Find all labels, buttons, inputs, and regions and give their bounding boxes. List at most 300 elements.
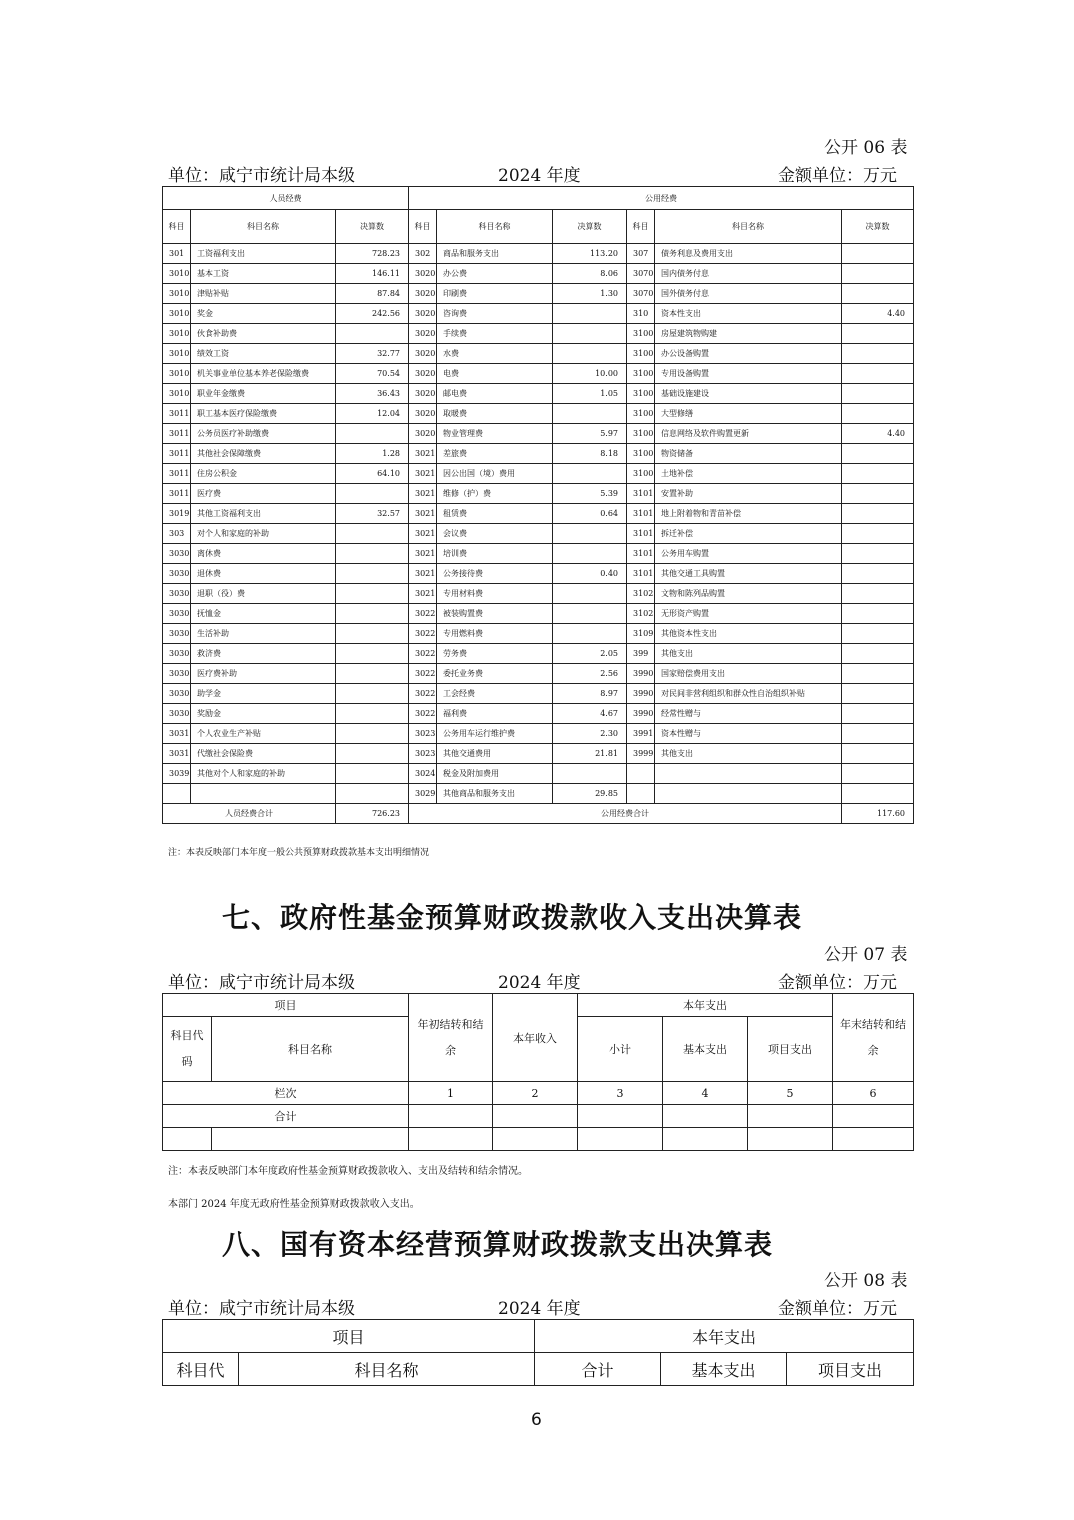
cell-name: 劳务费 bbox=[437, 644, 553, 664]
cell-name: 物资储备 bbox=[655, 444, 842, 464]
table-row bbox=[163, 604, 914, 624]
cell-name: 代缴社会保险费 bbox=[191, 744, 336, 764]
table-row bbox=[163, 684, 914, 704]
cell-amount bbox=[336, 584, 409, 604]
table-07-note: 注：本表反映部门本年度政府性基金预算财政拨款收入、支出及结转和结余情况。 bbox=[168, 1166, 528, 1177]
empty-cell bbox=[578, 1128, 663, 1151]
cell-name: 税金及附加费用 bbox=[437, 764, 553, 784]
cell-name: 生活补助 bbox=[191, 624, 336, 644]
table-08-title: 八、国有资本经营预算财政拨款支出决算表 bbox=[222, 1228, 774, 1261]
cell-code: 3101 bbox=[627, 504, 655, 524]
cell-amount bbox=[842, 604, 914, 624]
cell-code: 3102 bbox=[627, 584, 655, 604]
table-06-unit: 单位：咸宁市统计局本级 bbox=[168, 166, 355, 186]
cell-amount bbox=[336, 724, 409, 744]
cell-amount: 32.57 bbox=[336, 504, 409, 524]
table-08-unit: 单位：咸宁市统计局本级 bbox=[168, 1299, 355, 1319]
cell-amount bbox=[842, 764, 914, 784]
cell-amount bbox=[842, 744, 914, 764]
cell-name: 安置补助 bbox=[655, 484, 842, 504]
cell-name: 被装购置费 bbox=[437, 604, 553, 624]
cell-code: 3030 bbox=[163, 664, 191, 684]
cell-name: 其他社会保障缴费 bbox=[191, 444, 336, 464]
empty-cell bbox=[663, 1128, 748, 1151]
cell-amount bbox=[553, 464, 627, 484]
cell-amount: 32.77 bbox=[336, 344, 409, 364]
table-07-number: 公开 07 表 bbox=[824, 945, 908, 965]
table-row bbox=[163, 704, 914, 724]
header-begin-balance-line1: 年初结转和结 bbox=[417, 1017, 484, 1031]
cell-name: 绩效工资 bbox=[191, 344, 336, 364]
col-header-code: 科目 bbox=[163, 210, 191, 244]
cell-amount bbox=[336, 544, 409, 564]
cell-code: 3029 bbox=[409, 784, 437, 804]
cell-name: 无形资产购置 bbox=[655, 604, 842, 624]
cell-amount: 8.97 bbox=[553, 684, 627, 704]
cell-amount bbox=[553, 324, 627, 344]
cell-amount bbox=[336, 704, 409, 724]
cell-name: 福利费 bbox=[437, 704, 553, 724]
cell-code: 3020 bbox=[409, 264, 437, 284]
cell-code: 3021 bbox=[409, 544, 437, 564]
cell-code: 307 bbox=[627, 244, 655, 264]
cell-code: 3030 bbox=[163, 564, 191, 584]
cell-name: 专用燃料费 bbox=[437, 624, 553, 644]
col-header-name: 科目名称 bbox=[191, 210, 336, 244]
cell-name: 水费 bbox=[437, 344, 553, 364]
cell-name: 公务用车购置 bbox=[655, 544, 842, 564]
cell-name: 差旅费 bbox=[437, 444, 553, 464]
cell-amount bbox=[842, 504, 914, 524]
total-cell bbox=[833, 1105, 914, 1128]
cell-code: 3022 bbox=[409, 624, 437, 644]
cell-code: 3021 bbox=[409, 444, 437, 464]
cell-amount bbox=[553, 304, 627, 324]
header-end-balance-line2: 余 bbox=[867, 1043, 879, 1057]
cell-amount bbox=[336, 604, 409, 624]
cell-name: 助学金 bbox=[191, 684, 336, 704]
cell-amount: 146.11 bbox=[336, 264, 409, 284]
cell-name: 基础设施建设 bbox=[655, 384, 842, 404]
cell-name: 大型修缮 bbox=[655, 404, 842, 424]
cell-amount bbox=[842, 564, 914, 584]
cell-code: 3020 bbox=[409, 404, 437, 424]
cell-code: 3030 bbox=[163, 544, 191, 564]
cell-amount bbox=[336, 684, 409, 704]
cell-name: 物业管理费 bbox=[437, 424, 553, 444]
cell-amount: 0.64 bbox=[553, 504, 627, 524]
cell-amount bbox=[336, 744, 409, 764]
personnel-total-label: 人员经费合计 bbox=[163, 804, 336, 824]
cell-code: 3101 bbox=[627, 524, 655, 544]
cell-amount bbox=[553, 624, 627, 644]
cell-amount bbox=[842, 624, 914, 644]
table-row bbox=[163, 544, 914, 564]
cell-code bbox=[627, 784, 655, 804]
cell-code: 3021 bbox=[409, 564, 437, 584]
header-item: 项目 bbox=[163, 994, 409, 1017]
cell-code: 3100 bbox=[627, 444, 655, 464]
cell-amount bbox=[553, 544, 627, 564]
cell-name: 基本工资 bbox=[191, 264, 336, 284]
header-name: 科目名称 bbox=[239, 1353, 535, 1386]
cell-code: 3990 bbox=[627, 704, 655, 724]
cell-code: 3102 bbox=[627, 604, 655, 624]
cell-amount bbox=[336, 564, 409, 584]
cell-code: 3020 bbox=[409, 384, 437, 404]
cell-name: 个人农业生产补贴 bbox=[191, 724, 336, 744]
table-row bbox=[163, 364, 914, 384]
cell-name: 经常性赠与 bbox=[655, 704, 842, 724]
table-08-number: 公开 08 表 bbox=[824, 1271, 908, 1291]
cell-code: 3100 bbox=[627, 464, 655, 484]
header-total: 合计 bbox=[535, 1353, 661, 1386]
cell-code: 3019 bbox=[163, 504, 191, 524]
cell-amount bbox=[842, 324, 914, 344]
cell-name: 会议费 bbox=[437, 524, 553, 544]
cell-amount bbox=[842, 444, 914, 464]
cell-name: 国内债务付息 bbox=[655, 264, 842, 284]
table-06-number: 公开 06 表 bbox=[824, 138, 908, 158]
cell-amount: 4.40 bbox=[842, 304, 914, 324]
col-index-4: 4 bbox=[663, 1082, 748, 1105]
cell-code: 3100 bbox=[627, 344, 655, 364]
cell-code: 3010 bbox=[163, 304, 191, 324]
cell-amount: 4.67 bbox=[553, 704, 627, 724]
cell-code: 3030 bbox=[163, 584, 191, 604]
group-header-personnel: 人员经费 bbox=[163, 187, 409, 210]
cell-name: 退职（役）费 bbox=[191, 584, 336, 604]
cell-amount: 1.28 bbox=[336, 444, 409, 464]
cell-name: 文物和陈列品购置 bbox=[655, 584, 842, 604]
cell-name: 公务员医疗补助缴费 bbox=[191, 424, 336, 444]
cell-name: 其他商品和服务支出 bbox=[437, 784, 553, 804]
row-total-label: 合计 bbox=[163, 1105, 409, 1128]
cell-amount bbox=[842, 644, 914, 664]
table-08-amount-unit: 金额单位：万元 bbox=[778, 1299, 897, 1319]
header-code-line1: 科目代 bbox=[170, 1029, 204, 1042]
header-code-line2: 码 bbox=[181, 1055, 193, 1068]
table-row bbox=[163, 384, 914, 404]
header-end-balance-line1: 年末结转和结 bbox=[840, 1017, 906, 1031]
cell-code: 3030 bbox=[163, 624, 191, 644]
cell-amount bbox=[336, 524, 409, 544]
cell-amount bbox=[842, 344, 914, 364]
cell-amount bbox=[553, 524, 627, 544]
col-index-2: 2 bbox=[493, 1082, 578, 1105]
cell-code: 3011 bbox=[163, 424, 191, 444]
cell-name: 奖励金 bbox=[191, 704, 336, 724]
cell-code: 3031 bbox=[163, 744, 191, 764]
cell-amount bbox=[842, 784, 914, 804]
cell-code: 3030 bbox=[163, 644, 191, 664]
cell-name: 抚恤金 bbox=[191, 604, 336, 624]
cell-code: 3020 bbox=[409, 284, 437, 304]
cell-amount bbox=[336, 424, 409, 444]
header-name: 科目名称 bbox=[212, 1017, 409, 1082]
cell-amount bbox=[842, 584, 914, 604]
total-cell bbox=[663, 1105, 748, 1128]
cell-code: 3024 bbox=[409, 764, 437, 784]
header-code: 科目代 bbox=[163, 1353, 239, 1386]
total-cell bbox=[493, 1105, 578, 1128]
cell-name: 印刷费 bbox=[437, 284, 553, 304]
empty-cell bbox=[833, 1128, 914, 1151]
cell-code: 3991 bbox=[627, 724, 655, 744]
cell-amount: 1.05 bbox=[553, 384, 627, 404]
cell-name: 资本性赠与 bbox=[655, 724, 842, 744]
cell-code: 303 bbox=[163, 524, 191, 544]
cell-code: 3010 bbox=[163, 344, 191, 364]
cell-amount: 10.00 bbox=[553, 364, 627, 384]
cell-code: 3022 bbox=[409, 684, 437, 704]
table-row bbox=[163, 244, 914, 264]
cell-name: 因公出国（境）费用 bbox=[437, 464, 553, 484]
cell-amount bbox=[336, 484, 409, 504]
cell-amount bbox=[842, 704, 914, 724]
col-index-5: 5 bbox=[748, 1082, 833, 1105]
cell-name bbox=[655, 764, 842, 784]
cell-name: 职业年金缴费 bbox=[191, 384, 336, 404]
cell-name: 工会经费 bbox=[437, 684, 553, 704]
header-basic: 基本支出 bbox=[663, 1017, 748, 1082]
cell-name: 手续费 bbox=[437, 324, 553, 344]
cell-name: 办公费 bbox=[437, 264, 553, 284]
table-07-year: 2024 年度 bbox=[498, 973, 581, 993]
cell-name: 专用设备购置 bbox=[655, 364, 842, 384]
page-number: 6 bbox=[531, 1410, 542, 1430]
table-08-year: 2024 年度 bbox=[498, 1299, 581, 1319]
cell-name: 拆迁补偿 bbox=[655, 524, 842, 544]
col-index-1: 1 bbox=[409, 1082, 493, 1105]
cell-code: 3039 bbox=[163, 764, 191, 784]
cell-name: 住房公积金 bbox=[191, 464, 336, 484]
cell-amount bbox=[336, 324, 409, 344]
cell-name: 退休费 bbox=[191, 564, 336, 584]
cell-amount bbox=[842, 404, 914, 424]
cell-name: 房屋建筑物购建 bbox=[655, 324, 842, 344]
table-row bbox=[163, 624, 914, 644]
cell-code: 3020 bbox=[409, 364, 437, 384]
table-row bbox=[163, 264, 914, 284]
cell-name: 信息网络及软件购置更新 bbox=[655, 424, 842, 444]
table-row bbox=[163, 344, 914, 364]
cell-code: 301 bbox=[163, 244, 191, 264]
public-total-label: 公用经费合计 bbox=[409, 804, 842, 824]
table-row bbox=[163, 324, 914, 344]
cell-code: 3101 bbox=[627, 484, 655, 504]
cell-name: 医疗费补助 bbox=[191, 664, 336, 684]
cell-code: 3070 bbox=[627, 264, 655, 284]
table-row bbox=[163, 404, 914, 424]
cell-name: 医疗费 bbox=[191, 484, 336, 504]
cell-amount bbox=[553, 404, 627, 424]
cell-code: 3022 bbox=[409, 604, 437, 624]
cell-amount: 1.30 bbox=[553, 284, 627, 304]
cell-code: 3023 bbox=[409, 724, 437, 744]
cell-name: 其他工资福利支出 bbox=[191, 504, 336, 524]
cell-amount bbox=[336, 764, 409, 784]
cell-name: 公务用车运行维护费 bbox=[437, 724, 553, 744]
cell-amount bbox=[553, 764, 627, 784]
cell-code: 3101 bbox=[627, 544, 655, 564]
cell-name: 取暖费 bbox=[437, 404, 553, 424]
cell-name: 国家赔偿费用支出 bbox=[655, 664, 842, 684]
cell-name: 资本性支出 bbox=[655, 304, 842, 324]
cell-code: 3031 bbox=[163, 724, 191, 744]
cell-amount: 12.04 bbox=[336, 404, 409, 424]
cell-code: 3990 bbox=[627, 684, 655, 704]
cell-code: 3030 bbox=[163, 684, 191, 704]
cell-amount bbox=[842, 544, 914, 564]
cell-code: 3010 bbox=[163, 284, 191, 304]
cell-name: 奖金 bbox=[191, 304, 336, 324]
col-header-code: 科目 bbox=[409, 210, 437, 244]
gov-fund-table bbox=[162, 993, 914, 1151]
cell-amount: 2.56 bbox=[553, 664, 627, 684]
cell-amount bbox=[553, 604, 627, 624]
table-row bbox=[163, 664, 914, 684]
cell-code: 3021 bbox=[409, 524, 437, 544]
cell-amount bbox=[842, 284, 914, 304]
cell-amount: 87.84 bbox=[336, 284, 409, 304]
cell-code bbox=[163, 784, 191, 804]
cell-amount bbox=[336, 624, 409, 644]
cell-amount bbox=[842, 724, 914, 744]
cell-code: 3070 bbox=[627, 284, 655, 304]
cell-name: 商品和服务支出 bbox=[437, 244, 553, 264]
empty-cell bbox=[212, 1128, 409, 1151]
group-header-public: 公用经费 bbox=[409, 187, 914, 210]
cell-name: 邮电费 bbox=[437, 384, 553, 404]
header-code bbox=[163, 1017, 212, 1082]
cell-name: 职工基本医疗保险缴费 bbox=[191, 404, 336, 424]
cell-code: 3100 bbox=[627, 404, 655, 424]
header-project: 项目支出 bbox=[787, 1353, 914, 1386]
table-row bbox=[163, 424, 914, 444]
cell-code: 3100 bbox=[627, 384, 655, 404]
cell-code: 3021 bbox=[409, 504, 437, 524]
cell-code: 310 bbox=[627, 304, 655, 324]
cell-name bbox=[655, 784, 842, 804]
cell-amount: 8.06 bbox=[553, 264, 627, 284]
cell-name: 租赁费 bbox=[437, 504, 553, 524]
total-cell bbox=[578, 1105, 663, 1128]
table-row bbox=[163, 284, 914, 304]
empty-cell bbox=[409, 1128, 493, 1151]
header-expense: 本年支出 bbox=[578, 994, 833, 1017]
cell-name: 救济费 bbox=[191, 644, 336, 664]
cell-amount: 8.18 bbox=[553, 444, 627, 464]
cell-code: 3990 bbox=[627, 664, 655, 684]
cell-amount bbox=[842, 524, 914, 544]
table-row bbox=[163, 724, 914, 744]
table-row bbox=[163, 584, 914, 604]
cell-code: 3022 bbox=[409, 664, 437, 684]
table-row bbox=[163, 784, 914, 804]
cell-code: 3020 bbox=[409, 424, 437, 444]
cell-amount: 70.54 bbox=[336, 364, 409, 384]
cell-amount: 2.30 bbox=[553, 724, 627, 744]
table-06-year: 2024 年度 bbox=[498, 166, 581, 186]
cell-code: 3021 bbox=[409, 584, 437, 604]
col-header-code: 科目 bbox=[627, 210, 655, 244]
cell-name: 伙食补助费 bbox=[191, 324, 336, 344]
cell-code: 3022 bbox=[409, 704, 437, 724]
col-header-name: 科目名称 bbox=[437, 210, 553, 244]
header-begin-balance bbox=[409, 994, 493, 1082]
table-06-amount-unit: 金额单位：万元 bbox=[778, 166, 897, 186]
header-basic: 基本支出 bbox=[661, 1353, 787, 1386]
cell-name: 公务接待费 bbox=[437, 564, 553, 584]
cell-code: 3010 bbox=[163, 264, 191, 284]
cell-code: 3020 bbox=[409, 344, 437, 364]
cell-name: 其他支出 bbox=[655, 744, 842, 764]
cell-name: 土地补偿 bbox=[655, 464, 842, 484]
cell-amount: 5.97 bbox=[553, 424, 627, 444]
cell-name: 维修（护）费 bbox=[437, 484, 553, 504]
header-project: 项目支出 bbox=[748, 1017, 833, 1082]
cell-code: 3022 bbox=[409, 644, 437, 664]
table-07-amount-unit: 金额单位：万元 bbox=[778, 973, 897, 993]
header-item: 项目 bbox=[163, 1320, 535, 1353]
cell-code: 3010 bbox=[163, 384, 191, 404]
cell-code: 3011 bbox=[163, 484, 191, 504]
header-subtotal: 小计 bbox=[578, 1017, 663, 1082]
cell-code: 302 bbox=[409, 244, 437, 264]
cell-amount: 113.20 bbox=[553, 244, 627, 264]
cell-amount: 2.05 bbox=[553, 644, 627, 664]
cell-amount: 4.40 bbox=[842, 424, 914, 444]
cell-name: 债务利息及费用支出 bbox=[655, 244, 842, 264]
cell-name: 地上附着物和青苗补偿 bbox=[655, 504, 842, 524]
table-07-unit: 单位：咸宁市统计局本级 bbox=[168, 973, 355, 993]
cell-name bbox=[191, 784, 336, 804]
table-row bbox=[163, 444, 914, 464]
cell-amount: 5.39 bbox=[553, 484, 627, 504]
cell-name: 对民间非营利组织和群众性自治组织补贴 bbox=[655, 684, 842, 704]
cell-amount: 242.56 bbox=[336, 304, 409, 324]
table-row bbox=[163, 644, 914, 664]
cell-name: 培训费 bbox=[437, 544, 553, 564]
table-row bbox=[163, 564, 914, 584]
cell-name: 津贴补贴 bbox=[191, 284, 336, 304]
cell-name: 电费 bbox=[437, 364, 553, 384]
cell-amount bbox=[842, 464, 914, 484]
cell-code: 3011 bbox=[163, 464, 191, 484]
cell-amount bbox=[842, 244, 914, 264]
header-begin-balance-line2: 余 bbox=[445, 1043, 456, 1057]
table-row bbox=[163, 464, 914, 484]
table-row bbox=[163, 304, 914, 324]
cell-name: 其他交通费用 bbox=[437, 744, 553, 764]
cell-name: 其他资本性支出 bbox=[655, 624, 842, 644]
cell-amount bbox=[336, 644, 409, 664]
cell-amount: 728.23 bbox=[336, 244, 409, 264]
cell-amount bbox=[553, 584, 627, 604]
table-row bbox=[163, 744, 914, 764]
table-07-title: 七、政府性基金预算财政拨款收入支出决算表 bbox=[222, 901, 803, 934]
cell-amount bbox=[842, 484, 914, 504]
cell-name: 咨询费 bbox=[437, 304, 553, 324]
header-end-balance bbox=[833, 994, 914, 1082]
cell-code: 3011 bbox=[163, 444, 191, 464]
cell-code: 3023 bbox=[409, 744, 437, 764]
cell-name: 国外债务付息 bbox=[655, 284, 842, 304]
total-cell bbox=[409, 1105, 493, 1128]
cell-code: 3100 bbox=[627, 424, 655, 444]
cell-name: 工资福利支出 bbox=[191, 244, 336, 264]
